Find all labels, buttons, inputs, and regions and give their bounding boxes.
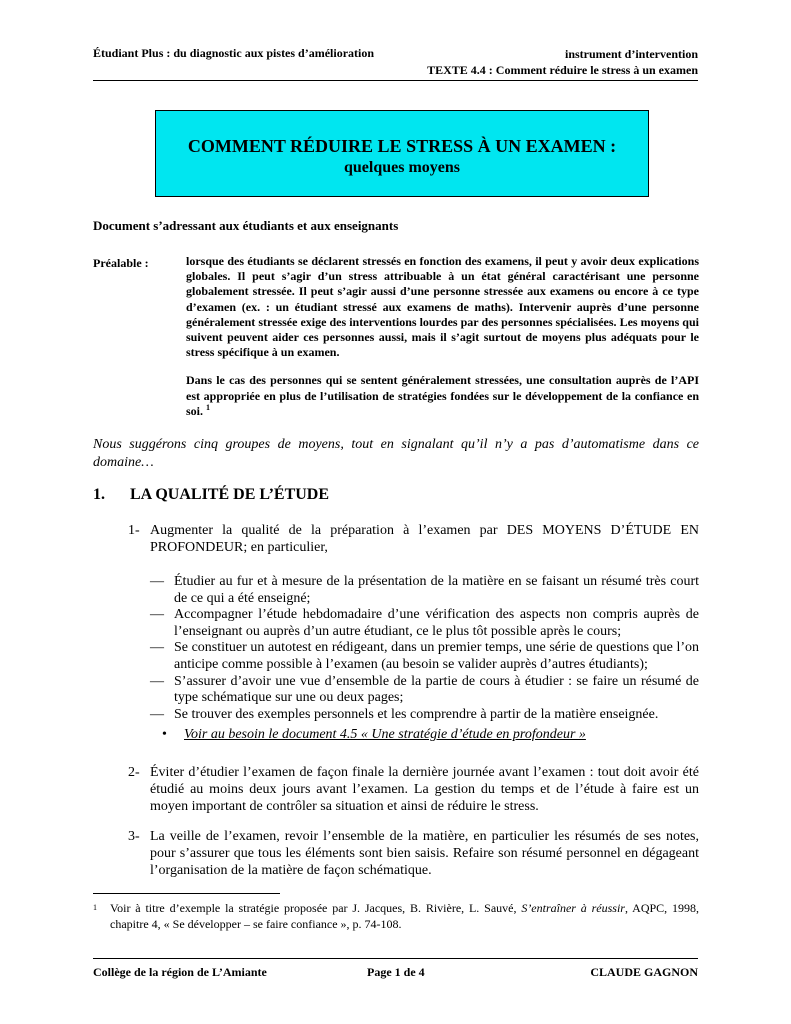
- dash-marker: —: [150, 640, 164, 656]
- item-text: Augmenter la qualité de la préparation à l’examen par DES MOYENS D’ÉTUDE EN PROFONDEUR; en particulier,: [150, 523, 699, 555]
- dash-item: — Accompagner l’étude hebdomadaire d’une vérification des aspects non compris auprès de l’enseignant ou auprès d’un autre étudiant, ce le plus tôt possible après le cours;: [150, 607, 699, 639]
- bullet-item: [162, 727, 586, 743]
- footnote-rule: [93, 893, 280, 894]
- page-title: COMMENT RÉDUIRE LE STRESS À UN EXAMEN :: [187, 136, 617, 156]
- preliminary-paragraph-2: [186, 373, 699, 419]
- footnote-text: Voir à titre d’exemple la stratégie proposée par J. Jacques, B. Rivière, L. Sauvé, S’entraîner à réussir, AQPC, 1998, chapitre 4, « Se développer – se faire confiance », p. 74-108.: [110, 901, 699, 931]
- preliminary-text: [186, 254, 699, 432]
- item-number: 2-: [128, 765, 140, 780]
- section-title: LA QUALITÉ DE L’ÉTUDE: [130, 486, 330, 503]
- list-item: [128, 522, 699, 556]
- bullet-marker: •: [162, 727, 167, 742]
- dash-item: — Se constituer un autotest en rédigeant, dans un premier temps, une série de questions que l’on anticipe comme possible à l’examen (au besoin se valider auprès d’autres étudiants);: [150, 640, 699, 672]
- item-number: 3-: [128, 829, 140, 844]
- footnote: [93, 900, 699, 932]
- preliminary-paragraph-1: lorsque des étudiants se déclarent stressés en fonction des examens, il peut y avoir deux explications globales. Il peut s’agir d’un stress attribuable à un état général caractérisant une personne globalement stressée. Il peut s’agir aussi d’une personne stressée aux examens ou encore à ce type d’examen (ex. : un étudiant stressé aux examens de maths). Intervenir auprès d’une personne généralement stressée exige des interventions lourdes par des personnes spécialisées. Les moyens qui suivent peuvent aider ces personnes aussi, mais il s’agit surtout de moyens plus adéquats pour le stress spécifique à un examen.: [186, 254, 699, 360]
- header-right-line2: TEXTE 4.4 : Comment réduire le stress à un examen: [427, 63, 698, 77]
- header-rule: [93, 80, 698, 81]
- section-heading: [93, 486, 329, 504]
- footnote-reference[interactable]: 1: [206, 402, 211, 412]
- header-right: [427, 46, 698, 78]
- footnote-number: 1: [93, 903, 97, 912]
- preliminary-label: Préalable :: [93, 256, 149, 270]
- title-box: [155, 110, 649, 197]
- dash-marker: —: [150, 706, 164, 722]
- item-number: 1-: [128, 523, 140, 538]
- header-left: Étudiant Plus : du diagnostic aux pistes d’amélioration: [93, 46, 375, 60]
- document-link[interactable]: Voir au besoin le document 4.5 « Une stratégie d’étude en profondeur »: [184, 727, 586, 742]
- preliminary-paragraph-2-text: Dans le cas des personnes qui se sentent généralement stressées, une consultation auprès de l’API est appropriée en plus de l’utilisation de stratégies fondées sur le développement de la confiance en soi.: [186, 373, 699, 418]
- dash-list: [150, 574, 699, 723]
- footer-right: CLAUDE GAGNON: [590, 965, 698, 979]
- intro-paragraph: Nous suggérons cinq groupes de moyens, tout en signalant qu’il n’y a pas d’automatisme dans ce domaine…: [93, 437, 699, 470]
- dash-marker: —: [150, 673, 164, 689]
- dash-item: — S’assurer d’avoir une vue d’ensemble de la partie de cours à étudier : se faire un résumé de type schématique sur une ou deux pages;: [150, 673, 699, 706]
- footer-page-number: Page 1 de 4: [367, 965, 425, 979]
- footer-left: Collège de la région de L’Amiante: [93, 965, 267, 979]
- list-item: [128, 764, 699, 815]
- footnote-book-title: S’entraîner à réussir: [521, 901, 625, 915]
- dash-item: — Étudier au fur et à mesure de la présentation de la matière en se faisant un résumé très court de ce qui a été enseigné;: [150, 574, 699, 606]
- dash-item: — Se trouver des exemples personnels et les comprendre à partir de la matière enseignée.: [150, 706, 659, 722]
- list-item: [128, 828, 699, 879]
- page-subtitle: quelques moyens: [343, 159, 461, 176]
- dash-marker: —: [150, 607, 164, 623]
- header-right-line1: instrument d’intervention: [565, 47, 698, 61]
- dash-marker: —: [150, 574, 164, 589]
- audience-line: Document s’adressant aux étudiants et aux enseignants: [93, 218, 399, 233]
- footer-rule: [93, 958, 698, 959]
- item-text: La veille de l’examen, revoir l’ensemble de la matière, en particulier les résumés de ses notes, pour s’assurer que tous les éléments sont bien saisis. Refaire son résumé personnel en dégageant l’organisation de la matière de façon schématique.: [150, 829, 699, 878]
- section-number: 1.: [93, 486, 105, 503]
- item-text: Éviter d’étudier l’examen de façon finale la dernière journée avant l’examen : tout doit avoir été étudié au moins deux jours avant l’examen. La gestion du temps et de l’étude à faire est un moyen important de contrôler sa situation et ainsi de réduire le stress.: [150, 765, 699, 814]
